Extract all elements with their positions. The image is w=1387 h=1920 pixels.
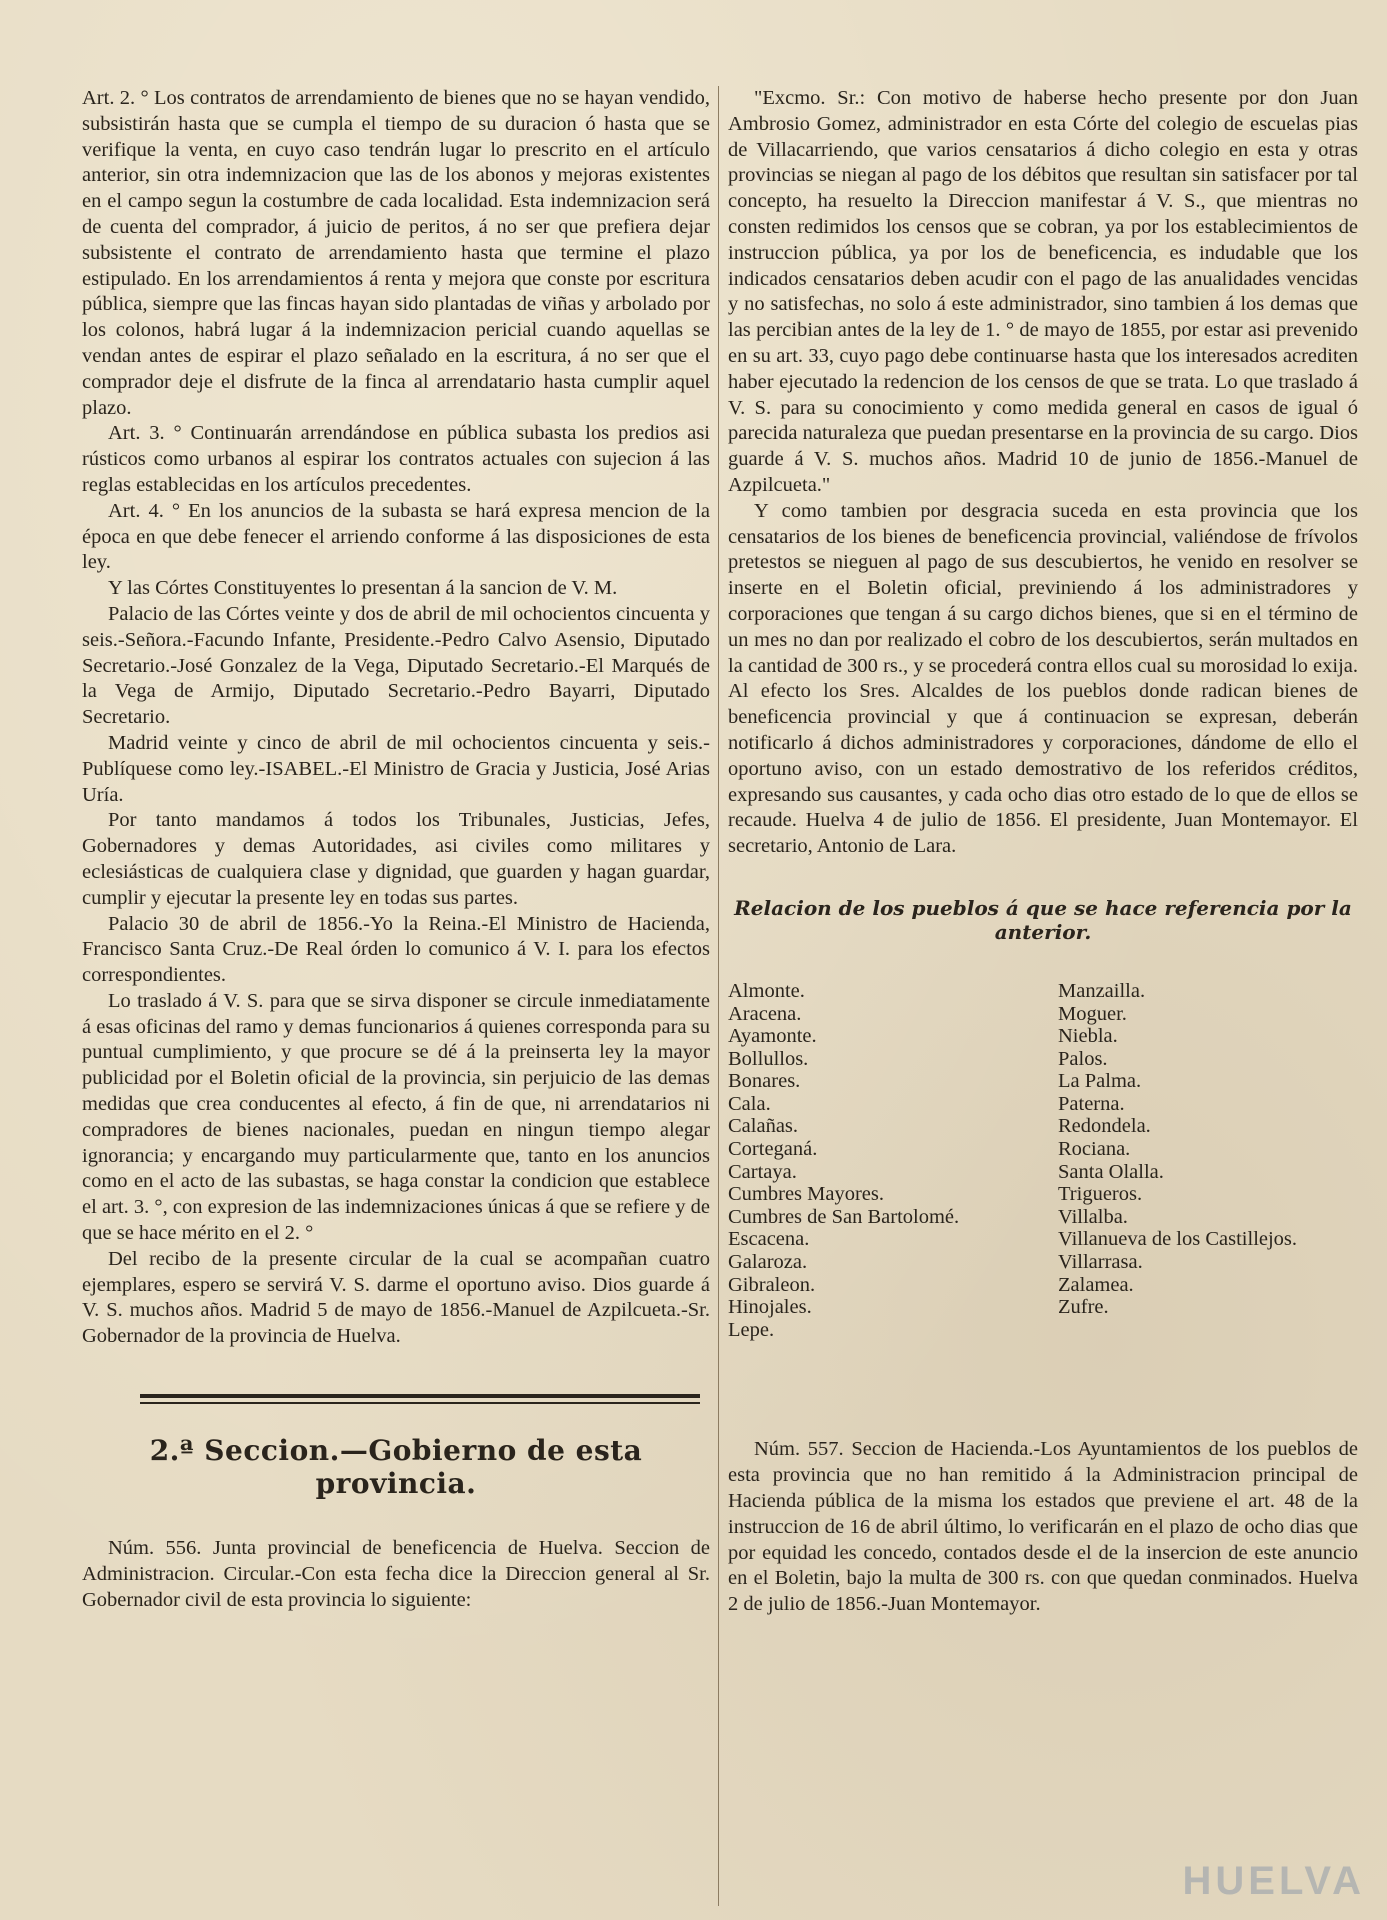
town-item: Trigueros.: [1058, 1183, 1143, 1206]
town-item: Bonares.: [728, 1070, 801, 1093]
receipt-paragraph: Del recibo de la presente circular de la cual se acompañan cuatro ejemplares, espero se servirá V. S. darme el oportuno aviso. Dios guarde á V. S. muchos años. Madrid 5 de mayo de 1856.-Manuel de Azpilcueta.-Sr. Gobernador de la provincia de Huelva.: [82, 1247, 710, 1348]
cortes-presentation: Y las Córtes Constituyentes lo presentan á la sancion de V. M.: [108, 577, 618, 600]
town-item: Manzailla.: [1058, 979, 1146, 1002]
archive-watermark: HUELVA: [1182, 1859, 1365, 1903]
director-letter: "Excmo. Sr.: Con motivo de haberse hecho presente por don Juan Ambrosio Gomez, administrador en esta Córte del colegio de escuelas pias de Villacarriendo, que varios censatarios á dicho colegio en esta y otras provincias se niegan al pago de los débitos que resultan sin satisfacer por tal concepto, ha resuelto la Direccion manifestar á V. S., que mientras no consten redimidos los censos que se cobran, ya por los establecimientos de instruccion pública, ya por los de beneficencia, es indudable que los indicados censatarios deben acudir con el pago de las anualidades vencidas y no satisfechas, no solo á este administrador, sino tambien á los demas que las percibian antes de la ley de 1. ° de mayo de 1855, por estar asi prevenido en su art. 33, cuyo pago debe continuarse hasta que los interesados acrediten haber ejecutado la redencion de los censos de que se trata. Lo que traslado á V. S. para su conocimiento y como medida general en casos de igual ó parecida naturaleza que puedan presentarse en la provincia de su cargo. Dios guarde á V. S. muchos años. Madrid 10 de junio de 1856.-Manuel de Azpilcueta.": [728, 87, 1358, 496]
town-item: Zalamea.: [1058, 1273, 1134, 1296]
right-column: [728, 86, 1358, 1618]
towns-column-1: [728, 980, 1058, 1342]
town-item: Almonte.: [728, 979, 805, 1002]
town-item: Hinojales.: [728, 1296, 812, 1319]
section-divider: [140, 1394, 700, 1404]
town-item: Ayamonte.: [728, 1025, 817, 1048]
column-divider: [718, 86, 719, 1906]
town-item: Villanueva de los Castillejos.: [1058, 1228, 1298, 1251]
town-item: Villalba.: [1058, 1205, 1128, 1228]
town-item: Redondela.: [1058, 1115, 1151, 1138]
town-item: Corteganá.: [728, 1138, 818, 1161]
town-item: Escacena.: [728, 1228, 810, 1251]
town-item: Paterna.: [1058, 1092, 1125, 1115]
town-item: Bollullos.: [728, 1047, 809, 1070]
town-item: Zufre.: [1058, 1296, 1109, 1319]
palace-april-30: Palacio 30 de abril de 1856.-Yo la Reina.-El Ministro de Hacienda, Francisco Santa Cruz.-De Real órden lo comunico á V. I. para los efectos correspondientes.: [82, 912, 710, 987]
article-2: Art. 2. ° Los contratos de arrendamiento de bienes que no se hayan vendido, subsistirán hasta que se cumpla el tiempo de su duracion ó hasta que se verifique la venta, en cuyo caso tendrán lugar lo prescrito en el artículo anterior, sin otra indemnizacion que las de los abonos y mejoras existentes en el campo segun la costumbre de cada localidad. Esta indemnizacion será de cuenta del comprador, á juicio de peritos, á no ser que prefiera dejar subsistente el contrato de arrendamiento hasta que termine el plazo estipulado. En los arrendamientos á renta y mejora que conste por escritura pública, siempre que las fincas hayan sido plantadas de viñas y arbolado por los colonos, habrá lugar á la indemnizacion pericial cuando aquellas se vendan antes de espirar el plazo señalado en la escritura, á no ser que el comprador deje el disfrute de la finca al arrendatario hasta cumplir aquel plazo.: [82, 87, 710, 419]
town-item: La Palma.: [1058, 1070, 1142, 1093]
circulation-paragraph: Lo traslado á V. S. para que se sirva disponer se circule inmediatamente á esas oficinas del ramo y demas funcionarios á quienes corresponda para su puntual cumplimiento, y que procure se dé á la preinserta ley la mayor publicidad por el Boletin oficial de la provincia, sin perjuicio de las demas medidas que crea conducentes al efecto, á fin de que, ni arrendatarios ni compradores de bienes nacionales, puedan en ningun tiempo alegar ignorancia; y encargando muy particularmente que, tanto en los anuncios como en el acto de las subastas, se haga constar la condicion que establece el art. 3. °, con expresion de las indemnizaciones únicas á que se refiere y de que se hace mérito en el 2. °: [82, 989, 710, 1245]
town-item: Calañas.: [728, 1115, 799, 1138]
town-item: Lepe.: [728, 1318, 775, 1341]
town-item: Palos.: [1058, 1047, 1108, 1070]
mandate-paragraph: Por tanto mandamos á todos los Tribunales, Justicias, Jefes, Gobernadores y demas Autoridades, asi civiles como militares y eclesiásticas de cualquiera clase y dignidad, que guarden y hagan guardar, cumplir y ejecutar la presente ley en todas sus partes.: [82, 809, 710, 909]
town-item: Niebla.: [1058, 1025, 1118, 1048]
left-column: [82, 86, 710, 1613]
town-item: Santa Olalla.: [1058, 1160, 1164, 1183]
town-item: Cumbres Mayores.: [728, 1183, 885, 1206]
town-item: Moguer.: [1058, 1002, 1127, 1025]
beneficence-resolution: Y como tambien por desgracia suceda en esta provincia que los censatarios de los bienes de beneficencia provincial, valiéndose de frívolos pretestos se nieguen al pago de sus descubiertos, he venido en resolver se inserte en el Boletin oficial, previniendo á los administradores y corporaciones que tengan á su cargo dichos bienes, que si en el término de un mes no dan por realizado el cobro de los descubiertos, serán multados en la cantidad de 300 rs., y se procederá contra ellos cual su morosidad lo exija. Al efecto los Sres. Alcaldes de los pueblos donde radican bienes de beneficencia provincial y que á continuacion se expresan, deberán notificarlo á dichos administradores y corporaciones, dándome de ello el oportuno aviso, con un estado demostrativo de los referidos créditos, expresando sus causantes, y cada ocho dias otro estado de lo que de ellos se recaude. Huelva 4 de julio de 1856. El presidente, Juan Montemayor. El secretario, Antonio de Lara.: [728, 499, 1358, 858]
palace-signatures: Palacio de las Córtes veinte y dos de abril de mil ochocientos cincuenta y seis.-Señora.-Facundo Infante, Presidente.-Pedro Calvo Asensio, Diputado Secretario.-José Gonzalez de la Vega, Diputado Secretario.-El Marqués de la Vega de Armijo, Diputado Secretario.-Pedro Bayarri, Diputado Secretario.: [82, 602, 710, 729]
town-item: Rociana.: [1058, 1138, 1131, 1161]
notice-556: Núm. 556. Junta provincial de beneficencia de Huelva. Seccion de Administracion. Circular.-Con esta fecha dice la Direccion general al Sr. Gobernador civil de esta provincia lo siguiente:: [82, 1537, 710, 1611]
section-title: 2.ª Seccion.—Gobierno de esta provincia.: [149, 1434, 643, 1501]
town-item: Cartaya.: [728, 1160, 797, 1183]
town-item: Gibraleon.: [728, 1273, 816, 1296]
town-item: Cumbres de San Bartolomé.: [728, 1205, 960, 1228]
town-item: Galaroza.: [728, 1251, 808, 1274]
notice-557: Núm. 557. Seccion de Hacienda.-Los Ayuntamientos de los pueblos de esta provincia que no han remitido á la Administracion principal de Hacienda pública de la misma los estados que previene el art. 48 de la instruccion de 16 de abril último, lo verificarán en el plazo de ocho dias que por equidad les concedo, contados desde el de la insercion de este anuncio en el Boletin, bajo la multa de 300 rs. con que quedan conminados. Huelva 2 de julio de 1856.-Juan Montemayor.: [728, 1438, 1358, 1616]
relation-title: Relacion de los pueblos á que se hace referencia por la anterior.: [734, 895, 1352, 944]
town-item: Aracena.: [728, 1002, 802, 1025]
madrid-publication: Madrid veinte y cinco de abril de mil ochocientos cincuenta y seis.-Publíquese como ley.-ISABEL.-El Ministro de Gracia y Justicia, José Arias Uría.: [82, 731, 710, 806]
town-item: Villarrasa.: [1058, 1251, 1143, 1274]
towns-column-2: [1058, 980, 1358, 1342]
town-item: Cala.: [728, 1092, 771, 1115]
towns-list: [728, 980, 1358, 1342]
article-3: Art. 3. ° Continuarán arrendándose en pública subasta los predios asi rústicos como urbanos al espirar los contratos actuales con sujecion á las reglas establecidas en los artículos precedentes.: [82, 422, 710, 496]
article-4: Art. 4. ° En los anuncios de la subasta se hará expresa mencion de la época en que debe fenecer el arriendo conforme á las disposiciones de esta ley.: [82, 499, 710, 574]
